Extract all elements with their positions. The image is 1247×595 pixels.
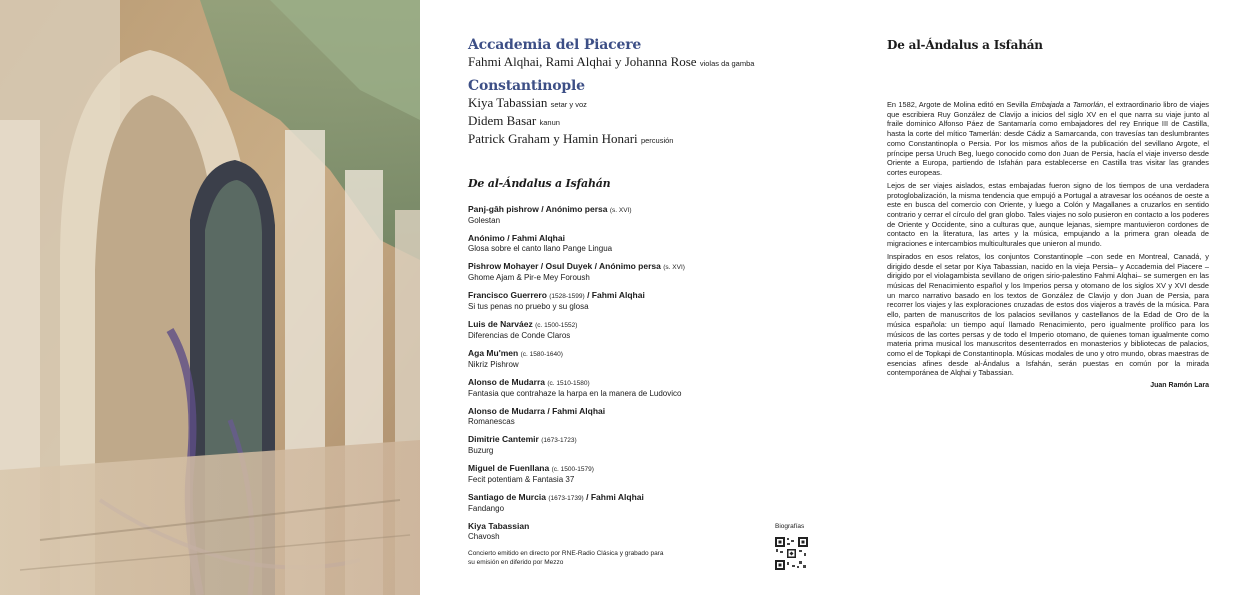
program-list bbox=[468, 204, 798, 542]
member-role: percusión bbox=[640, 136, 674, 145]
piece-title: Buzurg bbox=[468, 446, 494, 455]
arranger: / Fahmi Alqhai bbox=[586, 492, 644, 502]
composer: Aga Mu'men bbox=[468, 348, 519, 358]
composer-dates: (c. 1500-1552) bbox=[535, 322, 578, 329]
program-item bbox=[468, 406, 798, 427]
book-title: Embajada a Tamorlán bbox=[1030, 100, 1104, 109]
composer-line bbox=[468, 233, 798, 244]
composer: Alonso de Mudarra bbox=[468, 377, 545, 387]
composer-line bbox=[468, 463, 798, 475]
piece-title: Glosa sobre el canto llano Pange Lingua bbox=[468, 244, 613, 253]
piece-title: Diferencias de Conde Claros bbox=[468, 331, 571, 340]
composer-dates: (s. XVI) bbox=[663, 264, 685, 271]
program-item bbox=[468, 521, 798, 542]
qr-code-icon bbox=[775, 537, 808, 570]
qr-label: Biografías bbox=[775, 523, 805, 530]
composer: Pishrow Mohayer / Osul Duyek / Anónimo persa bbox=[468, 261, 661, 271]
composer-dates: (1673-1739) bbox=[548, 495, 584, 502]
composer-line bbox=[468, 434, 798, 446]
piece-title: Fandango bbox=[468, 504, 505, 513]
composer: Kiya Tabassian bbox=[468, 521, 530, 531]
ensemble-name: Constantinople bbox=[468, 78, 585, 94]
member-role: setar y voz bbox=[550, 100, 587, 109]
essay-paragraph: Lejos de ser viajes aislados, estas embajadas fueron signo de los tiempos de una verdadera protoglobalización, la misma tendencia que empujó a Portugal a atravesar los océanos de oeste a este en busca del comercio con Oriente, y luego a Colón y Magallanes a cruzarlos en sentido contrario y cerrar el círculo del gran globo. Tales viajes no solo pusieron en contacto a los poderes de Oriente y Occidente, sino a culturas que, aunque lejanas, siempre mantuvieron cordones de contacto en la literatura, las artes y la música, empujando a la primera gran oleada de migraciones e intercambios multiculturales que unieron al mundo. bbox=[887, 180, 1209, 249]
program-item bbox=[468, 319, 798, 341]
program-item bbox=[468, 492, 798, 514]
program-item bbox=[468, 233, 798, 254]
essay-author: Juan Ramón Lara bbox=[1150, 382, 1209, 390]
composer-dates: (c. 1500-1579) bbox=[551, 466, 594, 473]
composer-line bbox=[468, 492, 798, 504]
program-item bbox=[468, 377, 798, 399]
composer-line bbox=[468, 377, 798, 389]
essay-column bbox=[887, 38, 1209, 389]
composer: Francisco Guerrero bbox=[468, 290, 547, 300]
program-item bbox=[468, 348, 798, 370]
ensemble-member bbox=[468, 113, 798, 131]
composer: Alonso de Mudarra / Fahmi Alqhai bbox=[468, 406, 606, 416]
composer: Santiago de Murcia bbox=[468, 492, 546, 502]
program-item bbox=[468, 261, 798, 283]
composer-line bbox=[468, 521, 798, 532]
composer: Anónimo / Fahmi Alqhai bbox=[468, 233, 565, 243]
essay-title: De al-Ándalus a Isfahán bbox=[887, 38, 1043, 52]
broadcast-note: Concierto emitido en directo por RNE-Radio Clásica y grabado para su emisión en diferido por Mezzo bbox=[468, 550, 664, 566]
program-item bbox=[468, 463, 798, 485]
piece-title: Fantasia que contrahaze la harpa en la manera de Ludovico bbox=[468, 389, 682, 398]
piece-title: Ghome Ajam & Pir-e Mey Foroush bbox=[468, 273, 590, 282]
member-role: kanun bbox=[539, 118, 560, 127]
ensemble-member bbox=[468, 95, 798, 113]
program-item bbox=[468, 204, 798, 226]
composer-dates: (c. 1580-1640) bbox=[520, 351, 563, 358]
composer-line bbox=[468, 261, 798, 273]
member-names: Fahmi Alqhai, Rami Alqhai y Johanna Rose bbox=[468, 54, 697, 69]
essay-paragraph: Inspirados en esos relatos, los conjuntos Constantinople –con sede en Montreal, Canadá, y dirigido desde el setar por Kiya Tabassian, nacido en la vieja Persia– y Accademia del Piacere –dirigido por el violagambista sevillano de origen sirio-palestino Fahmi Alqhai– se sumergen en las músicas del Renacimiento español y los Imperios persa y otomano de los siglos XV y XVI desde un marco narrativo basado en los textos de González de Clavijo y don Juan de Persia, para recorrer los viajes y las exploraciones cruzadas de estos dos viajeros a través de la música. Para ello, parten de manuscritos de los palacios sevillanos y castellanos de la Edad de Oro de la música española: un tiempo aquí llamado Renacimiento, pero igualmente prolífico para los músicos de las cortes persas y de todo el Imperio otomano, de quienes toman igualmente como materia prima musical los manuscritos desenterrados en monasterios y bibliotecas de palacios, como el de Topkapi de Constantinopla. Músicas modales de uno y otro mundo, obras maestras de esencias afines desde al-Ándalus a Isfahán, serán puestas en común por la mirada contemporánea de Alqhai y Tabassian. bbox=[887, 251, 1209, 378]
painting-illustration bbox=[0, 0, 420, 595]
ensemble-member bbox=[468, 131, 798, 149]
program-column bbox=[468, 37, 798, 549]
member-role: violas da gamba bbox=[699, 59, 755, 68]
composer-line bbox=[468, 406, 798, 417]
composer-dates: (s. XVI) bbox=[609, 207, 632, 214]
piece-title: Chavosh bbox=[468, 532, 500, 541]
composer-line bbox=[468, 348, 798, 360]
cover-painting bbox=[0, 0, 420, 595]
composer: Dimitrie Cantemir bbox=[468, 434, 539, 444]
ensemble-name: Accademia del Piacere bbox=[468, 37, 642, 53]
arranger: / Fahmi Alqhai bbox=[587, 290, 645, 300]
composer-dates: (c. 1510-1580) bbox=[547, 380, 590, 387]
program-item bbox=[468, 290, 798, 312]
member-names: Patrick Graham y Hamin Honari bbox=[468, 131, 638, 146]
composer: Luis de Narváez bbox=[468, 319, 533, 329]
member-names: Kiya Tabassian bbox=[468, 95, 548, 110]
ensemble-member bbox=[468, 54, 798, 72]
piece-title: Romanescas bbox=[468, 417, 515, 426]
piece-title: Nikriz Pishrow bbox=[468, 360, 519, 369]
program-item bbox=[468, 434, 798, 456]
member-names: Didem Basar bbox=[468, 113, 537, 128]
essay-paragraph: En 1582, Argote de Molina editó en Sevilla Embajada a Tamorlán, el extraordinario libro de viajes que escribiera Ruy González de Clavijo a inicios del siglo XV en el que narra su viaje junto al fraile dominico Alfonso Páez de Santamaría como embajadores del rey Enrique III de Castilla, hasta la corte del mítico Tamerlán: desde Cádiz a Samarcanda, con travesías tan deslumbrantes como Constantinopla o Persia. Por los mismos años de la publicación del sevillano Argote, el príncipe persa Uruch Beg, luego conocido como don Juan de Persia, hacía el viaje inverso desde Oriente a Europa, partiendo de Isfahán para establecerse en Castilla tras visitar las grandes cortes europeas. bbox=[887, 100, 1209, 177]
composer: Miguel de Fuenllana bbox=[468, 463, 550, 473]
composer-line bbox=[468, 319, 798, 331]
composer: Panj-gâh pishrow / Anónimo persa bbox=[468, 204, 608, 214]
qr-code[interactable] bbox=[775, 537, 808, 570]
composer-dates: (1528-1599) bbox=[549, 293, 585, 300]
composer-line bbox=[468, 204, 798, 216]
piece-title: Golestan bbox=[468, 216, 501, 225]
piece-title: Si tus penas no pruebo y su glosa bbox=[468, 302, 589, 311]
program-title: De al-Ándalus a Isfahán bbox=[468, 177, 611, 190]
composer-dates: (1673-1723) bbox=[541, 437, 577, 444]
composer-line bbox=[468, 290, 798, 302]
piece-title: Fecit potentiam & Fantasia 37 bbox=[468, 475, 575, 484]
